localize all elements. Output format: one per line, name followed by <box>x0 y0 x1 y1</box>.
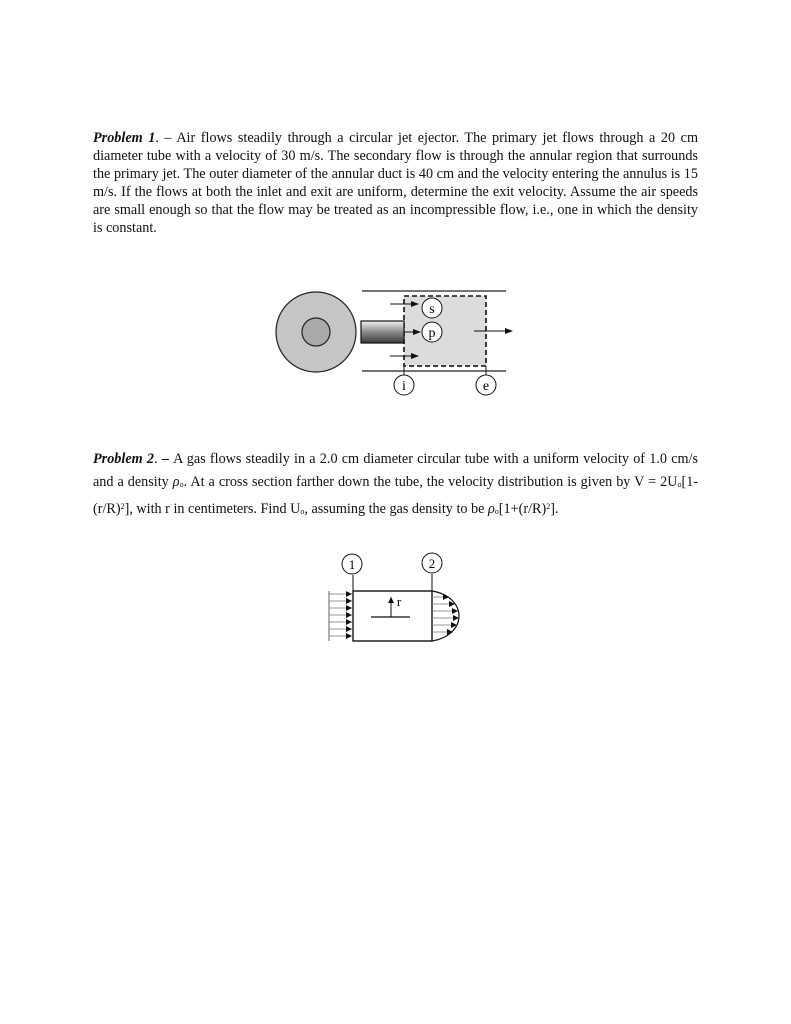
problem-2-title: Problem 2 <box>93 451 154 467</box>
problem-1-title: Problem 1 <box>93 130 156 146</box>
problem-1-dash: – <box>158 130 177 146</box>
rho-symbol: ρ <box>172 473 180 490</box>
problem-2-body-c: [1-(r/R) <box>93 473 699 517</box>
label-e: e <box>482 379 490 394</box>
label-r: r <box>396 594 402 609</box>
rho-symbol-2: ρ <box>487 501 495 517</box>
problem-1-body: Air flows steadily through a circular jet ejector. The primary jet flows through a 20 cm diameter tube with a velocity of 30 m/s. The secondary flow is through the annular region that surrounds the primary jet. The outer diameter of the annular duct is 40 cm and the velocity entering the annulus is 15 m/s. If the flows at both the inlet and exit are uniform, determine the exit velocity. Assume the air speeds are small enough so that the flow may be treated as an incompressible flow, i.e., one in which the density is constant. <box>93 130 699 236</box>
problem-2-title-punct: . <box>153 451 158 467</box>
uniform-profile <box>329 591 352 641</box>
rho-subscript-2: o <box>494 507 499 516</box>
problem-2-body-a: A gas flows steadily in a 2.0 cm diameter circular tube with a uniform velocity of 1.0 cm/s and a density <box>93 451 699 490</box>
problem-2-body-g: ]. <box>550 501 559 517</box>
label-s: s <box>429 302 435 317</box>
exponent-2: 2 <box>120 502 125 511</box>
label-i: i <box>402 379 406 394</box>
u-subscript: o <box>677 479 682 489</box>
problem-2-body-d: ], with r in centimeters. Find U <box>124 501 301 517</box>
label-p: p <box>428 326 436 341</box>
tube-body <box>353 591 432 641</box>
label-2: 2 <box>428 556 436 571</box>
problem-2-body-f: [1+(r/R) <box>498 501 547 517</box>
problem-2-body-e: , assuming the gas density to be <box>304 501 488 517</box>
problem-1-title-punct: . <box>155 130 159 146</box>
problem-2-body-b: . At a cross section farther down the tube, the velocity distribution is given by V = 2U <box>183 473 678 490</box>
parabolic-profile <box>432 591 459 641</box>
rho-subscript: o <box>179 479 184 489</box>
u-subscript-2: o <box>300 507 305 516</box>
problem-2-dash: – <box>157 451 174 467</box>
label-1: 1 <box>348 557 356 572</box>
exponent-2b: 2 <box>546 502 551 511</box>
